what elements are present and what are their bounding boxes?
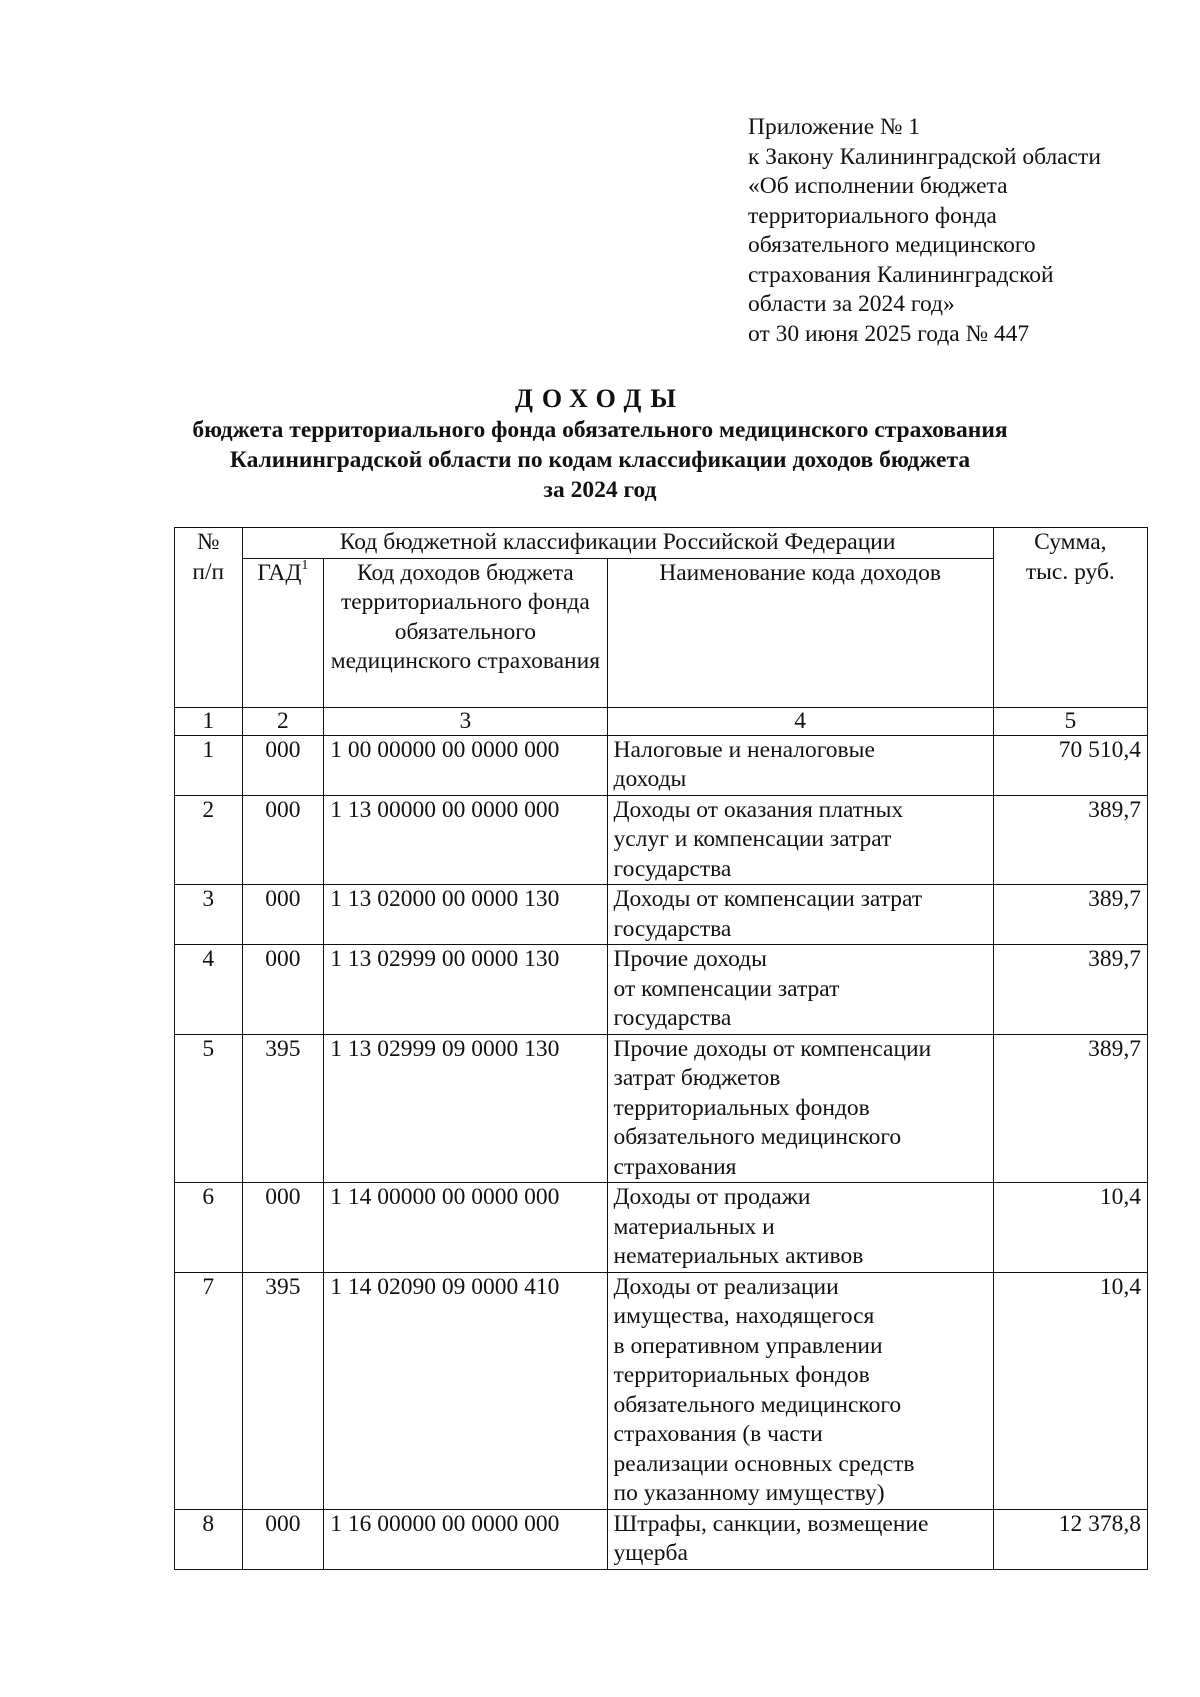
row-name-line: Доходы от компенсации затрат [613, 886, 923, 912]
row-number: 7 [175, 1272, 243, 1509]
header-name: Наименование кода доходов [607, 558, 993, 707]
row-name-line: территориальных фондов [613, 1362, 870, 1388]
row-name [607, 795, 993, 885]
title-main: ДОХОДЫ [515, 384, 685, 413]
row-gad: 000 [242, 945, 324, 1035]
row-name-line: территориальных фондов [613, 1094, 870, 1121]
header-code: Код доходов бюджета территориального фонда обязательного медицинского страхования [324, 558, 607, 707]
document-title [0, 383, 1200, 505]
row-name [607, 945, 993, 1035]
table-row [175, 1034, 1148, 1183]
row-sum: 389,7 [993, 795, 1147, 885]
row-name-line: нематериальных активов [613, 1243, 864, 1269]
column-number-row [175, 707, 1148, 735]
row-name-line: услуг и компенсации затрат [613, 826, 892, 852]
row-number: 3 [175, 885, 243, 945]
col-number: 4 [607, 707, 993, 735]
appendix-line: к Закону Калининградской области [748, 143, 1101, 170]
appendix-line: территориального фонда [748, 202, 997, 229]
col-number: 1 [175, 707, 243, 735]
row-name [607, 1272, 993, 1509]
row-name-line: государства [613, 855, 732, 882]
row-code: 1 16 00000 00 0000 000 [324, 1509, 607, 1569]
table-row [175, 795, 1148, 885]
row-code: 1 14 02090 09 0000 410 [324, 1272, 607, 1509]
appendix-line: области за 2024 год» [748, 291, 955, 317]
header-group: Код бюджетной классификации Российской Федерации [242, 528, 993, 559]
table-row [175, 1183, 1148, 1273]
header-gad [242, 558, 324, 707]
title-sub-line: за 2024 год [543, 477, 657, 503]
col-number: 3 [324, 707, 607, 735]
row-code: 1 14 00000 00 0000 000 [324, 1183, 607, 1273]
header-num-text: № п/п [192, 529, 225, 585]
row-gad: 000 [242, 735, 324, 795]
row-name-line: Прочие доходы от компенсации [613, 1035, 932, 1062]
row-name [607, 1509, 993, 1569]
row-sum: 389,7 [993, 1034, 1147, 1183]
table-row [175, 945, 1148, 1035]
row-sum: 70 510,4 [993, 735, 1147, 795]
appendix-line: обязательного медицинского [748, 232, 1036, 258]
row-name-line: государства [613, 915, 732, 942]
row-name-line: доходы [613, 766, 687, 792]
appendix-line: от 30 июня 2025 года № 447 [748, 320, 1030, 347]
row-gad: 395 [242, 1034, 324, 1183]
table-row [175, 1509, 1148, 1569]
row-name-line: ущерба [613, 1540, 688, 1566]
row-gad: 000 [242, 1509, 324, 1569]
row-gad: 000 [242, 1183, 324, 1273]
row-sum: 389,7 [993, 885, 1147, 945]
row-name [607, 1183, 993, 1273]
row-name-line: Налоговые и неналоговые [613, 736, 875, 763]
row-number: 8 [175, 1509, 243, 1569]
row-code: 1 13 02000 00 0000 130 [324, 885, 607, 945]
table-row [175, 735, 1148, 795]
row-name-line: страхования [613, 1153, 737, 1180]
appendix-line: страхования Калининградской [748, 261, 1054, 288]
header-gad-footnote: 1 [301, 557, 309, 573]
row-gad: 395 [242, 1272, 324, 1509]
row-name-line: обязательного медицинского [613, 1124, 902, 1150]
row-name-line: в оперативном управлении [613, 1332, 883, 1359]
row-name [607, 735, 993, 795]
revenue-table [174, 527, 1148, 1570]
row-code: 1 13 00000 00 0000 000 [324, 795, 607, 885]
row-name [607, 1034, 993, 1183]
row-name-line: обязательного медицинского [613, 1391, 902, 1418]
row-name-line: материальных и [613, 1213, 775, 1240]
row-number: 2 [175, 795, 243, 885]
table-row [175, 885, 1148, 945]
header-sum [993, 528, 1147, 708]
row-gad: 000 [242, 795, 324, 885]
row-number: 1 [175, 735, 243, 795]
title-sub-line: Калининградской области по кодам классификации доходов бюджета [229, 447, 971, 473]
row-name-line: реализации основных средств [613, 1450, 915, 1477]
row-sum: 389,7 [993, 945, 1147, 1035]
table-row [175, 1272, 1148, 1509]
row-name-line: по указанному имуществу) [613, 1480, 885, 1506]
header-gad-text: ГАД [257, 559, 302, 586]
row-sum: 10,4 [993, 1183, 1147, 1273]
row-number: 6 [175, 1183, 243, 1273]
appendix-header [748, 113, 1101, 349]
row-code: 1 00 00000 00 0000 000 [324, 735, 607, 795]
row-gad: 000 [242, 885, 324, 945]
row-name-line: затрат бюджетов [613, 1065, 781, 1091]
row-name-line: Доходы от оказания платных [613, 796, 904, 823]
appendix-line: Приложение № 1 [748, 114, 921, 140]
row-name-line: от компенсации затрат [613, 975, 840, 1002]
row-name-line: Доходы от продажи [613, 1184, 811, 1210]
row-sum: 12 378,8 [993, 1509, 1147, 1569]
row-code: 1 13 02999 09 0000 130 [324, 1034, 607, 1183]
row-sum: 10,4 [993, 1272, 1147, 1509]
row-name [607, 885, 993, 945]
header-sum-text: Сумма, тыс. руб. [1025, 529, 1115, 585]
row-name-line: страхования (в части [613, 1421, 823, 1447]
appendix-line: «Об исполнении бюджета [748, 173, 1008, 199]
row-number: 5 [175, 1034, 243, 1183]
row-name-line: Штрафы, санкции, возмещение [613, 1510, 929, 1537]
col-number: 5 [993, 707, 1147, 735]
row-code: 1 13 02999 00 0000 130 [324, 945, 607, 1035]
row-name-line: Прочие доходы [613, 946, 767, 972]
row-name-line: имущества, находящегося [613, 1303, 875, 1329]
row-number: 4 [175, 945, 243, 1035]
title-sub-line: бюджета территориального фонда обязательного медицинского страхования [192, 417, 1008, 443]
col-number: 2 [242, 707, 324, 735]
row-name-line: государства [613, 1005, 732, 1031]
header-num [175, 528, 243, 708]
row-name-line: Доходы от реализации [613, 1273, 839, 1300]
